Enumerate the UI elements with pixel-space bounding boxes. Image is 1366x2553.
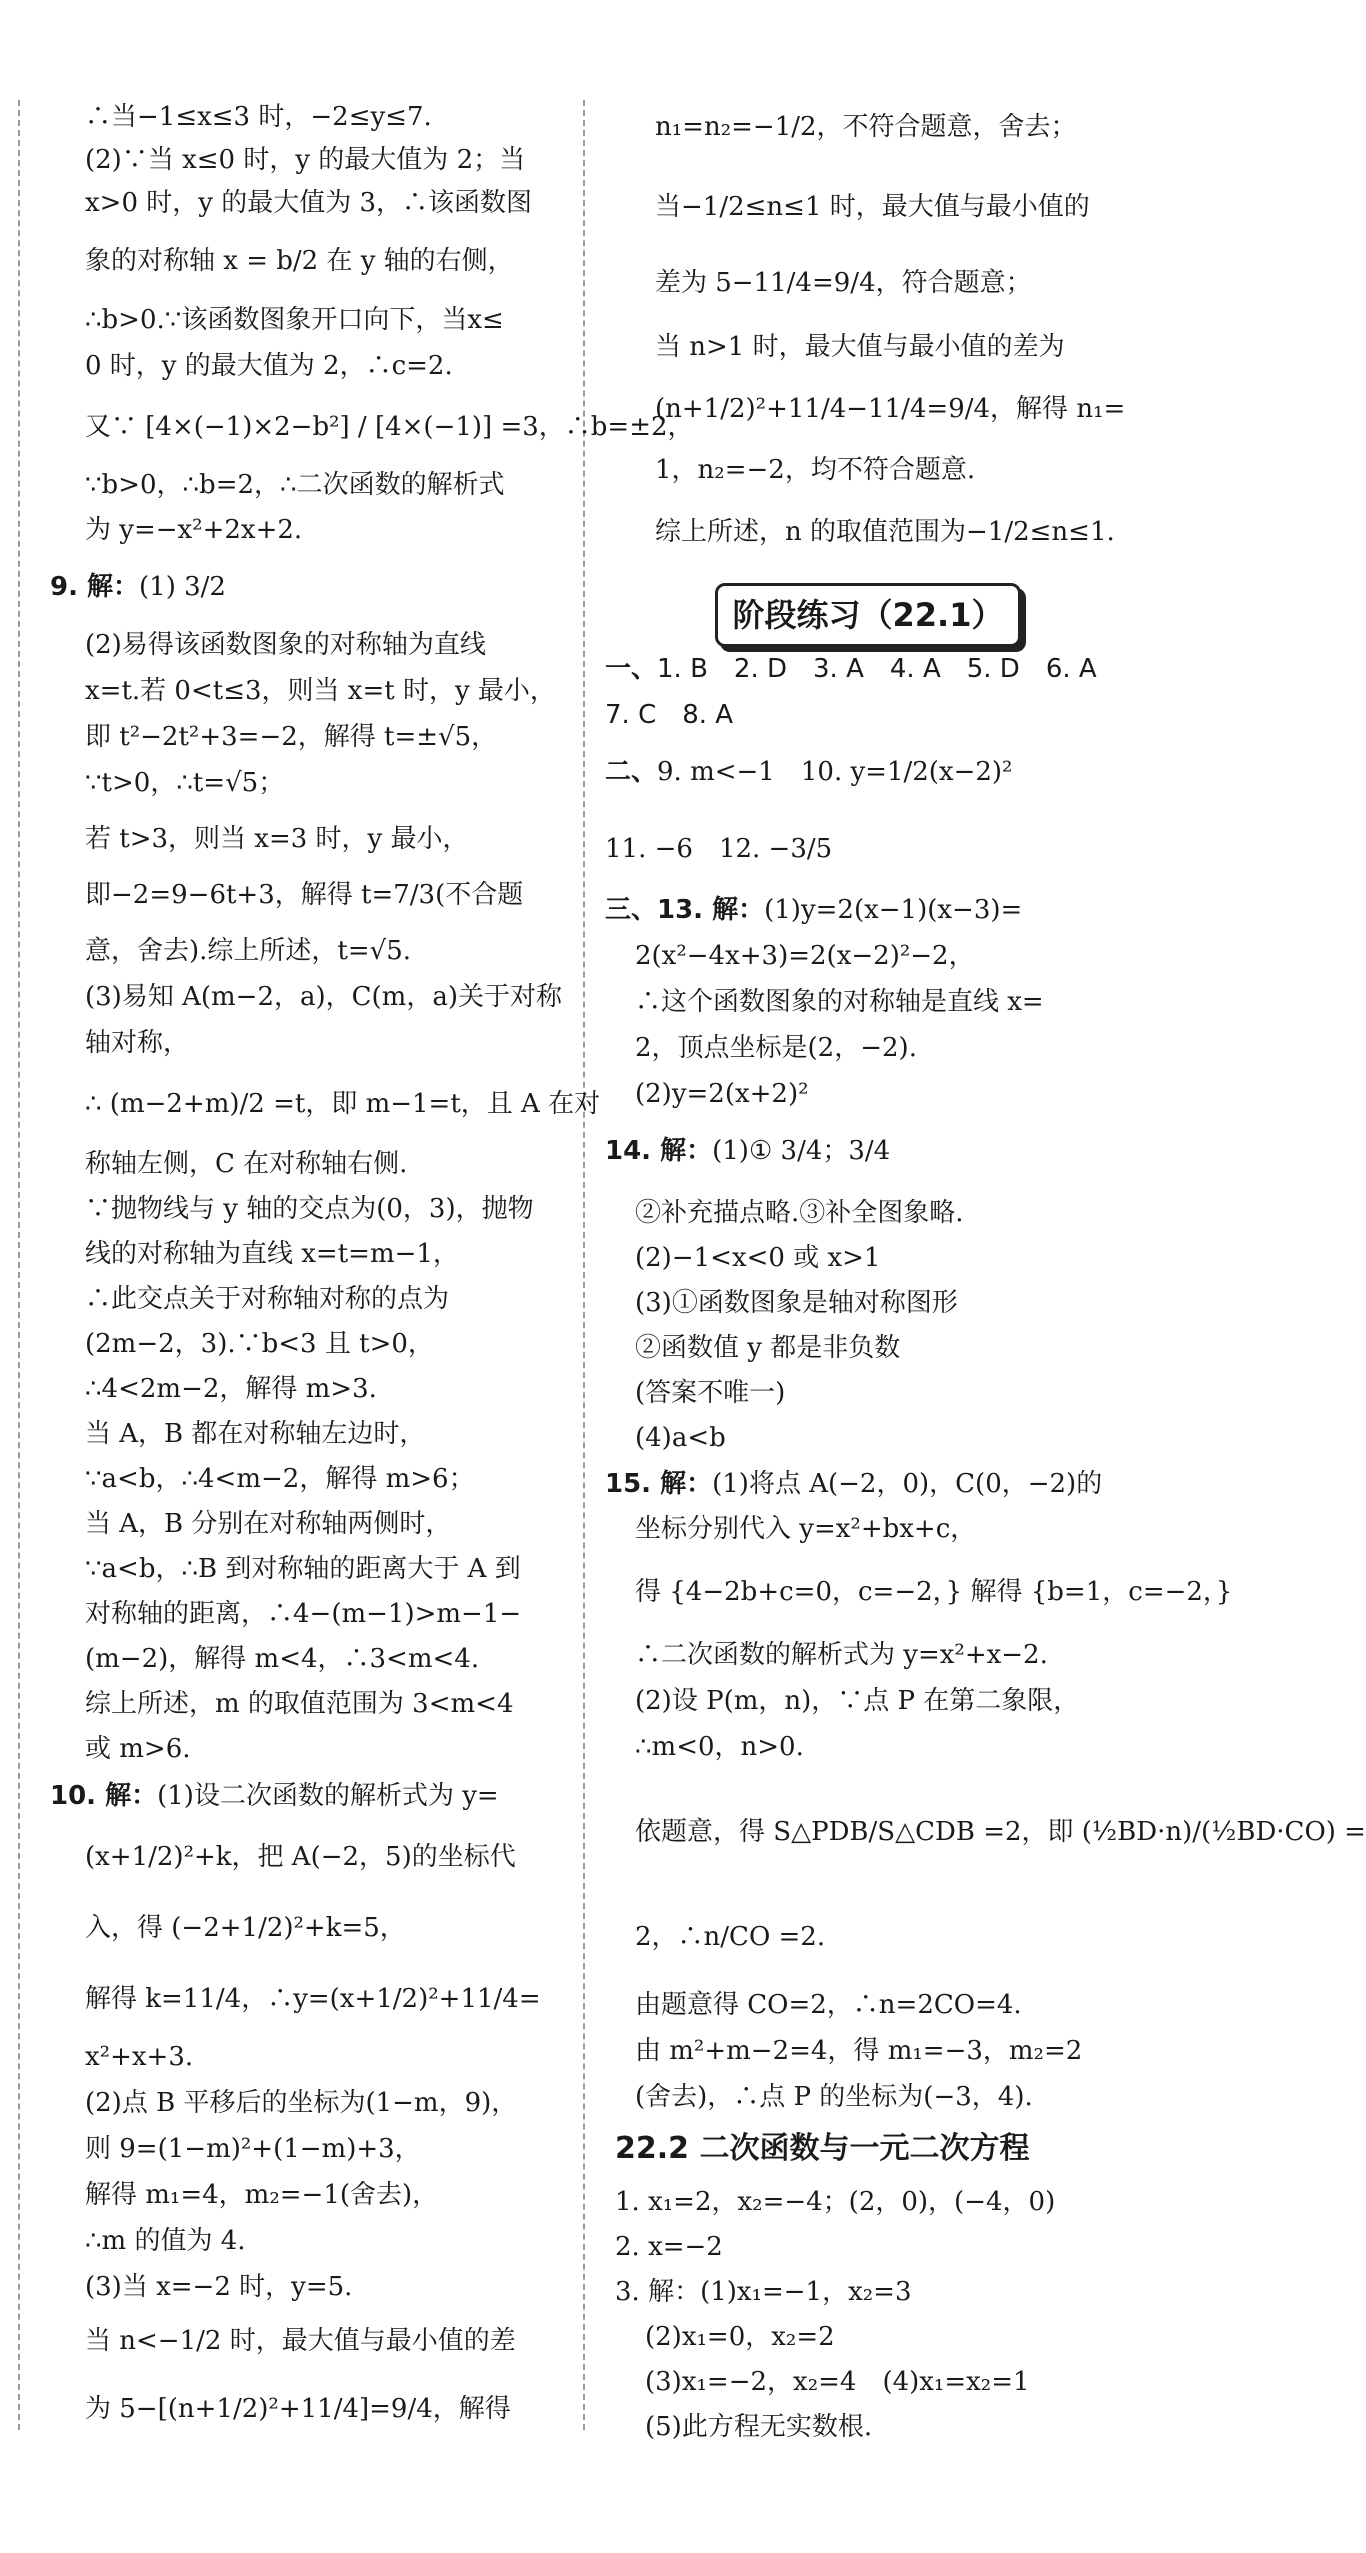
column-separator-left xyxy=(18,100,20,2430)
section-title: 22.2 二次函数与一元二次方程 xyxy=(615,2131,1030,2166)
text-line: ∴m<0，n>0. xyxy=(635,1732,804,1762)
answer-line: 11. −6 12. −3/5 xyxy=(605,834,833,864)
text-line: 差为 5−11/4=9/4，符合题意； xyxy=(655,268,1032,298)
text-line: 综上所述，m 的取值范围为 3<m<4 xyxy=(85,1689,514,1719)
answer-line: 7. C 8. A xyxy=(605,700,734,730)
text-line: 入，得 (−2+1/2)²+k=5， xyxy=(85,1913,406,1943)
text-line: 则 9=(1−m)²+(1−m)+3， xyxy=(85,2134,421,2164)
text-line: 1，n₂=−2，均不符合题意. xyxy=(655,455,976,485)
text-line: ②补充描点略.③补全图象略. xyxy=(635,1198,964,1228)
text-line: (1)将点 A(−2，0)，C(0，−2)的 xyxy=(712,1469,1103,1499)
text-line: (3)当 x=−2 时，y=5. xyxy=(85,2272,353,2302)
text-line: 0 时，y 的最大值为 2，∴c=2. xyxy=(85,351,453,381)
text-line: 当−1/2≤n≤1 时，最大值与最小值的 xyxy=(655,192,1090,222)
text-line: ∵a<b，∴B 到对称轴的距离大于 A 到 xyxy=(85,1554,521,1584)
text-line: x²+x+3. xyxy=(85,2042,194,2072)
text-line: 依题意，得 S△PDB/S△CDB =2，即 (½BD·n)/(½BD·CO) = xyxy=(635,1817,1366,1847)
text-line: 为 y=−x²+2x+2. xyxy=(85,515,303,545)
column-separator-middle xyxy=(583,100,585,2430)
text-line: 当 A，B 分别在对称轴两侧时， xyxy=(85,1509,452,1539)
text-line: 若 t>3，则当 x=3 时，y 最小， xyxy=(85,824,469,854)
text-line: 当 n>1 时，最大值与最小值的差为 xyxy=(655,332,1065,362)
text-line: ②函数值 y 都是非负数 xyxy=(635,1333,901,1363)
question-label: 15. 解： xyxy=(605,1469,713,1499)
text-line: 2，∴n/CO =2. xyxy=(635,1922,826,1952)
text-line: 2(x²−4x+3)=2(x−2)²−2， xyxy=(635,941,975,971)
question-label: 14. 解： xyxy=(605,1136,713,1166)
text-line: 对称轴的距离，∴4−(m−1)>m−1− xyxy=(85,1599,522,1629)
text-line: ∴4<2m−2，解得 m>3. xyxy=(85,1374,377,1404)
text-line: (1)设二次函数的解析式为 y= xyxy=(157,1781,499,1811)
text-line: (5)此方程无实数根. xyxy=(645,2412,873,2442)
text-line: x=t.若 0<t≤3，则当 x=t 时，y 最小， xyxy=(85,676,556,706)
text-line: x>0 时，y 的最大值为 3，∴该函数图 xyxy=(85,188,533,218)
text-line: 意，舍去).综上所述，t=√5. xyxy=(85,936,412,966)
text-line: 即 t²−2t²+3=−2，解得 t=±√5， xyxy=(85,722,498,752)
text-line: 又∵ [4×(−1)×2−b²] / [4×(−1)] =3，∴b=±2， xyxy=(85,412,694,442)
text-line: (2)−1<x<0 或 x>1 xyxy=(635,1243,881,1273)
text-line: ∵a<b，∴4<m−2，解得 m>6； xyxy=(85,1464,475,1494)
section-one xyxy=(605,652,1097,686)
question-label: 9. 解： xyxy=(50,572,140,602)
question-label: 10. 解： xyxy=(50,1781,158,1811)
text-line: (3)①函数图象是轴对称图形 xyxy=(635,1288,958,1318)
text-line: ∴此交点关于对称轴对称的点为 xyxy=(85,1284,450,1314)
question-13 xyxy=(605,893,1022,927)
question-10 xyxy=(50,1779,499,1813)
text-line: ∴这个函数图象的对称轴是直线 x= xyxy=(635,987,1044,1017)
question-14 xyxy=(605,1134,890,1168)
text-line: 坐标分别代入 y=x²+bx+c， xyxy=(635,1514,977,1544)
question-9 xyxy=(50,570,226,604)
section-label: 二、 xyxy=(605,757,658,787)
text-line: (2)∵当 x≤0 时，y 的最大值为 2；当 xyxy=(85,145,526,175)
text-line: (2)x₁=0，x₂=2 xyxy=(645,2322,835,2352)
text-line: 即−2=9−6t+3，解得 t=7/3(不合题 xyxy=(85,880,524,910)
text-line: (x+1/2)²+k，把 A(−2，5)的坐标代 xyxy=(85,1842,516,1872)
text-line: 线的对称轴为直线 x=t=m−1， xyxy=(85,1239,459,1269)
text-line: 3. 解：(1)x₁=−1，x₂=3 xyxy=(615,2277,912,2307)
text-line: 轴对称， xyxy=(85,1028,190,1058)
text-line: 1. x₁=2，x₂=−4；(2，0)，(−4，0) xyxy=(615,2187,1056,2217)
text-line: ∵抛物线与 y 轴的交点为(0，3)，抛物 xyxy=(85,1194,534,1224)
text-line: n₁=n₂=−1/2，不符合题意，舍去； xyxy=(655,112,1077,142)
text-line: (答案不唯一) xyxy=(635,1378,786,1408)
text-line: (3)x₁=−2，x₂=4 (4)x₁=x₂=1 xyxy=(645,2367,1030,2397)
section-two xyxy=(605,755,1013,789)
text-line: (2)点 B 平移后的坐标为(1−m，9)， xyxy=(85,2088,518,2118)
text-line: (4)a<b xyxy=(635,1423,726,1453)
text-line: 综上所述，n 的取值范围为−1/2≤n≤1. xyxy=(655,517,1115,547)
text-line: (2)易得该函数图象的对称轴为直线 xyxy=(85,630,486,660)
question-15 xyxy=(605,1467,1102,1501)
text-line: 或 m>6. xyxy=(85,1734,191,1764)
text-line: 2，顶点坐标是(2，−2). xyxy=(635,1033,917,1063)
text-line: (舍去)，∴点 P 的坐标为(−3，4). xyxy=(635,2082,1033,2112)
text-line: 由题意得 CO=2，∴n=2CO=4. xyxy=(635,1990,1022,2020)
text-line: ∴当−1≤x≤3 时，−2≤y≤7. xyxy=(85,102,432,132)
text-line: (2m−2，3).∵b<3 且 t>0， xyxy=(85,1329,434,1359)
text-line: ∴二次函数的解析式为 y=x²+x−2. xyxy=(635,1640,1048,1670)
text-line: 得 {4−2b+c=0，c=−2，} 解得 {b=1，c=−2，} xyxy=(635,1577,1233,1607)
text-line: (1)y=2(x−1)(x−3)= xyxy=(764,895,1023,925)
text-line: (2)y=2(x+2)² xyxy=(635,1079,809,1109)
answer-line: 1. B 2. D 3. A 4. A 5. D 6. A xyxy=(657,654,1097,684)
text-line: 称轴左侧，C 在对称轴右侧. xyxy=(85,1149,408,1179)
text-line: 解得 k=11/4，∴y=(x+1/2)²+11/4= xyxy=(85,1984,541,2014)
text-line: 当 n<−1/2 时，最大值与最小值的差 xyxy=(85,2326,516,2356)
section-label: 一、 xyxy=(605,654,658,684)
text-line: (m−2)，解得 m<4，∴3<m<4. xyxy=(85,1644,480,1674)
question-label: 三、13. 解： xyxy=(605,895,765,925)
text-line: (3)易知 A(m−2，a)，C(m，a)关于对称 xyxy=(85,982,562,1012)
stage-exercise-banner: 阶段练习（22.1） xyxy=(715,583,1021,647)
text-line: 解得 m₁=4，m₂=−1(舍去)， xyxy=(85,2180,439,2210)
text-line: (1) 3/2 xyxy=(139,572,226,602)
text-line: 当 A，B 都在对称轴左边时， xyxy=(85,1419,426,1449)
text-line: ∵t>0，∴t=√5； xyxy=(85,768,285,798)
text-line: 为 5−[(n+1/2)²+11/4]=9/4，解得 xyxy=(85,2394,511,2424)
text-line: (n+1/2)²+11/4−11/4=9/4，解得 n₁= xyxy=(655,394,1126,424)
text-line: ∴b>0.∵该函数图象开口向下，当x≤ xyxy=(85,305,504,335)
text-line: 由 m²+m−2=4，得 m₁=−3，m₂=2 xyxy=(635,2036,1083,2066)
text-line: (1)① 3/4；3/4 xyxy=(712,1136,891,1166)
text-line: 2. x=−2 xyxy=(615,2232,723,2262)
text-line: ∴ (m−2+m)/2 =t，即 m−1=t，且 A 在对 xyxy=(85,1089,601,1119)
text-line: (2)设 P(m，n)，∵点 P 在第二象限， xyxy=(635,1686,1080,1716)
text-line: 象的对称轴 x = b/2 在 y 轴的右侧， xyxy=(85,246,514,276)
text-line: ∴m 的值为 4. xyxy=(85,2226,246,2256)
text-line: ∵b>0，∴b=2，∴二次函数的解析式 xyxy=(85,470,505,500)
answer-line: 9. m<−1 10. y=1/2(x−2)² xyxy=(657,757,1013,787)
